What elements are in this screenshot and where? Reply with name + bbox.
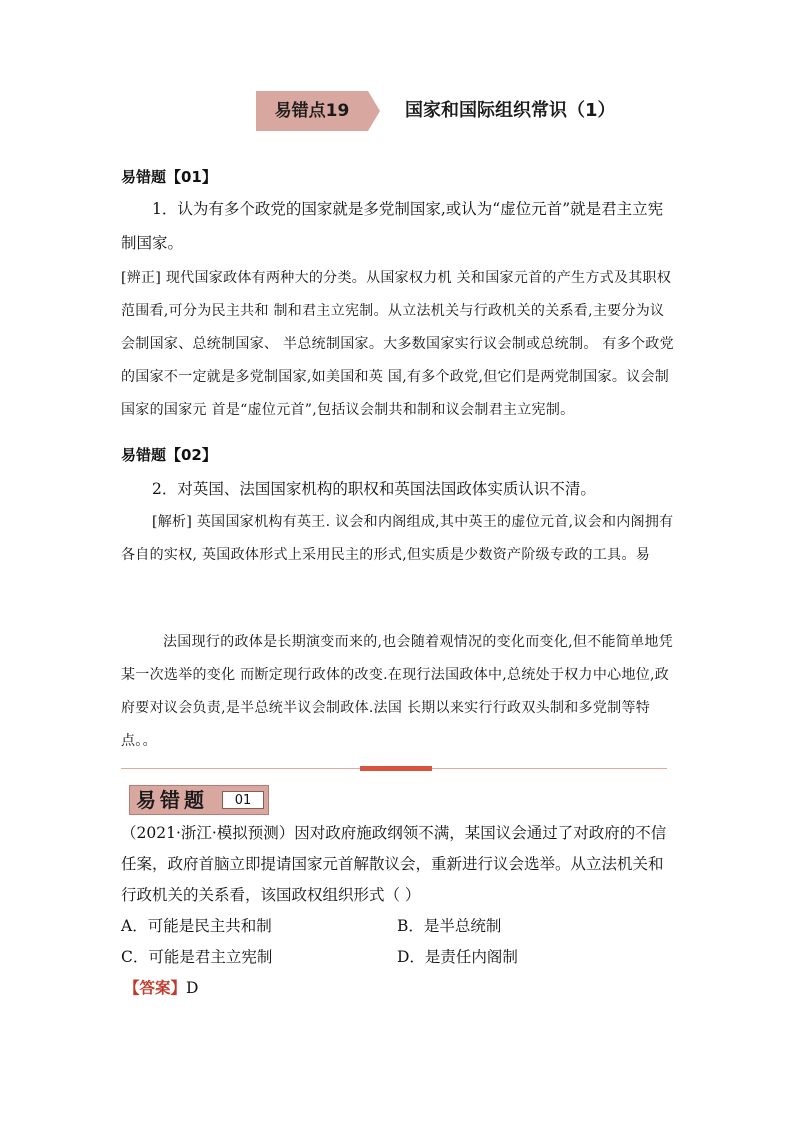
- topic-tag-label: 易错点19: [274, 101, 350, 121]
- divider-accent: [360, 766, 432, 771]
- exercise-badge: [129, 785, 269, 815]
- section1-note: [辨正] 现代国家政体有两种大的分类。从国家权力机 关和国家元首的产生方式及其职权范围看,可分为民主共和 制和君主立宪制。从立法机关与行政机关的关系看,主要分为议会制国家、总统制国家、 半总统制国家。大多数国家实行议会制或总统制。 有多个政党的国家不一定就是多党制国家,如美国和英 国,有多个政党,但它们是两党制国家。议会制国家的国家元 首是“虚位元首”,包括议会制共和制和议会制君主立宪制。: [121, 270, 674, 418]
- topic-tag: [256, 91, 380, 131]
- page-title: 国家和国际组织常识（1）: [405, 100, 616, 121]
- exercise-badge-label: 易错题: [136, 788, 208, 812]
- answer-line: [124, 976, 198, 998]
- answer-label: 【答案】: [124, 978, 187, 997]
- option-c[interactable]: C．可能是君主立宪制: [121, 948, 273, 966]
- option-a[interactable]: A．可能是民主共和制: [121, 917, 272, 935]
- option-b[interactable]: B．是半总统制: [397, 917, 502, 935]
- section1-label: 易错题【01】: [121, 168, 217, 186]
- section2-note-analysis: [解析] 英国国家机构有英王. 议会和内阁组成,其中英王的虚位元首,议会和内阁拥有各自的实权, 英国政体形式上采用民主的形式,但实质是少数资产阶级专政的工具。易: [121, 514, 674, 563]
- exercise-question: （2021·浙江·模拟预测）因对政府施政纲领不满，某国议会通过了对政府的不信任案，政府首脑立即提请国家元首解散议会，重新进行议会选举。从立法机关和行政机关的关系看，该国政权组织形式（ ）: [121, 824, 667, 904]
- section2-statement: 2．对英国、法国国家机构的职权和英国法国政体实质认识不清。: [152, 480, 596, 498]
- option-d[interactable]: D．是责任内阁制: [397, 948, 518, 966]
- section2-note-france: 法国现行的政体是长期演变而来的,也会随着观情况的变化而变化,但不能简单地凭某一次选举的变化 而断定现行政体的改变.在现行法国政体中,总统处于权力中心地位,政府要对议会负责,是半总统半议会制政体.法国 长期以来实行行政双头制和多党制等特点。。: [121, 634, 673, 749]
- section2-label: 易错题【02】: [121, 446, 217, 464]
- answer-value: D: [186, 979, 199, 997]
- exercise-badge-number: 01: [222, 791, 264, 809]
- section1-statement: 1．认为有多个政党的国家就是多党制国家,或认为“虚位元首”就是君主立宪制国家。: [121, 200, 664, 252]
